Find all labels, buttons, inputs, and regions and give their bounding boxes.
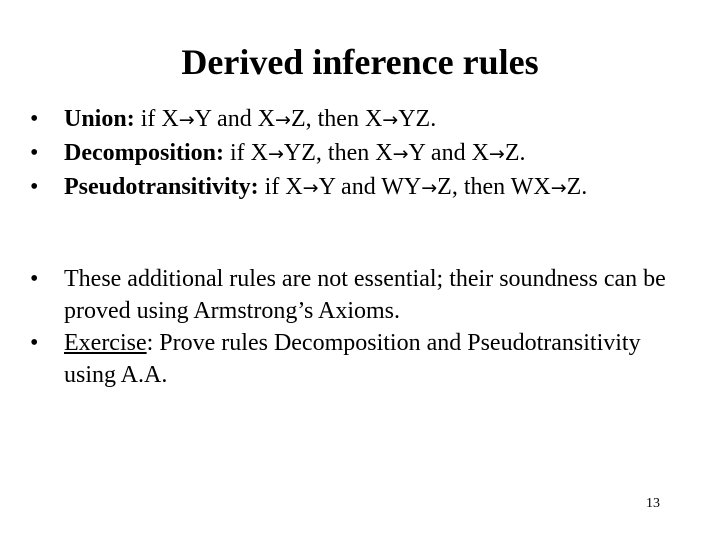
page-number: 13 bbox=[646, 496, 660, 511]
implies-arrow-icon: → bbox=[421, 177, 438, 199]
note-soundness bbox=[30, 263, 690, 327]
rule-union bbox=[30, 103, 714, 137]
rules-list bbox=[30, 103, 714, 205]
rule-text-part: if X bbox=[229, 140, 268, 166]
implies-arrow-icon: → bbox=[550, 177, 567, 199]
rule-pseudotransitivity bbox=[30, 171, 714, 205]
rule-decomposition bbox=[30, 137, 714, 171]
rule-text-part: Y and WY bbox=[318, 174, 422, 200]
implies-arrow-icon: → bbox=[392, 143, 409, 165]
rule-text-part: Z. bbox=[566, 174, 588, 200]
implies-arrow-icon: → bbox=[302, 177, 319, 199]
rule-text-part: if X bbox=[140, 106, 179, 132]
rule-name: Decomposition: bbox=[64, 140, 224, 166]
implies-arrow-icon: → bbox=[382, 109, 399, 131]
rule-text-part: Z, then WX bbox=[437, 174, 551, 200]
notes-list bbox=[30, 263, 690, 391]
rule-text-part: YZ, then X bbox=[283, 140, 393, 166]
bullet-icon: • bbox=[30, 140, 39, 166]
implies-arrow-icon: → bbox=[267, 143, 284, 165]
bullet-icon: • bbox=[30, 174, 39, 200]
slide-title: Derived inference rules bbox=[181, 42, 539, 82]
bullet-icon: • bbox=[30, 106, 39, 132]
exercise-text: : Prove rules Decomposition and Pseudotransitivity using A.A. bbox=[64, 330, 641, 388]
implies-arrow-icon: → bbox=[178, 109, 195, 131]
rule-text-part: Y and X bbox=[194, 106, 276, 132]
rule-name: Union: bbox=[64, 106, 135, 132]
rule-text-part: Y and X bbox=[408, 140, 489, 166]
exercise-label: Exercise bbox=[64, 330, 147, 356]
rule-text bbox=[265, 174, 588, 200]
bullet-icon: • bbox=[30, 266, 39, 292]
rule-text bbox=[141, 106, 437, 132]
rule-text-part: if X bbox=[264, 174, 303, 200]
rule-text-part: Z, then X bbox=[290, 106, 383, 132]
rule-text-part: YZ. bbox=[398, 106, 437, 132]
note-exercise bbox=[30, 327, 690, 391]
rule-text-part: Z. bbox=[504, 140, 526, 166]
rule-name: Pseudotransitivity: bbox=[64, 174, 259, 200]
note-text: These additional rules are not essential; their soundness can be proved using Armstrong’s Axioms. bbox=[64, 266, 666, 324]
rule-text bbox=[230, 140, 526, 166]
implies-arrow-icon: → bbox=[275, 109, 291, 131]
implies-arrow-icon: → bbox=[488, 143, 505, 165]
bullet-icon: • bbox=[30, 330, 39, 356]
